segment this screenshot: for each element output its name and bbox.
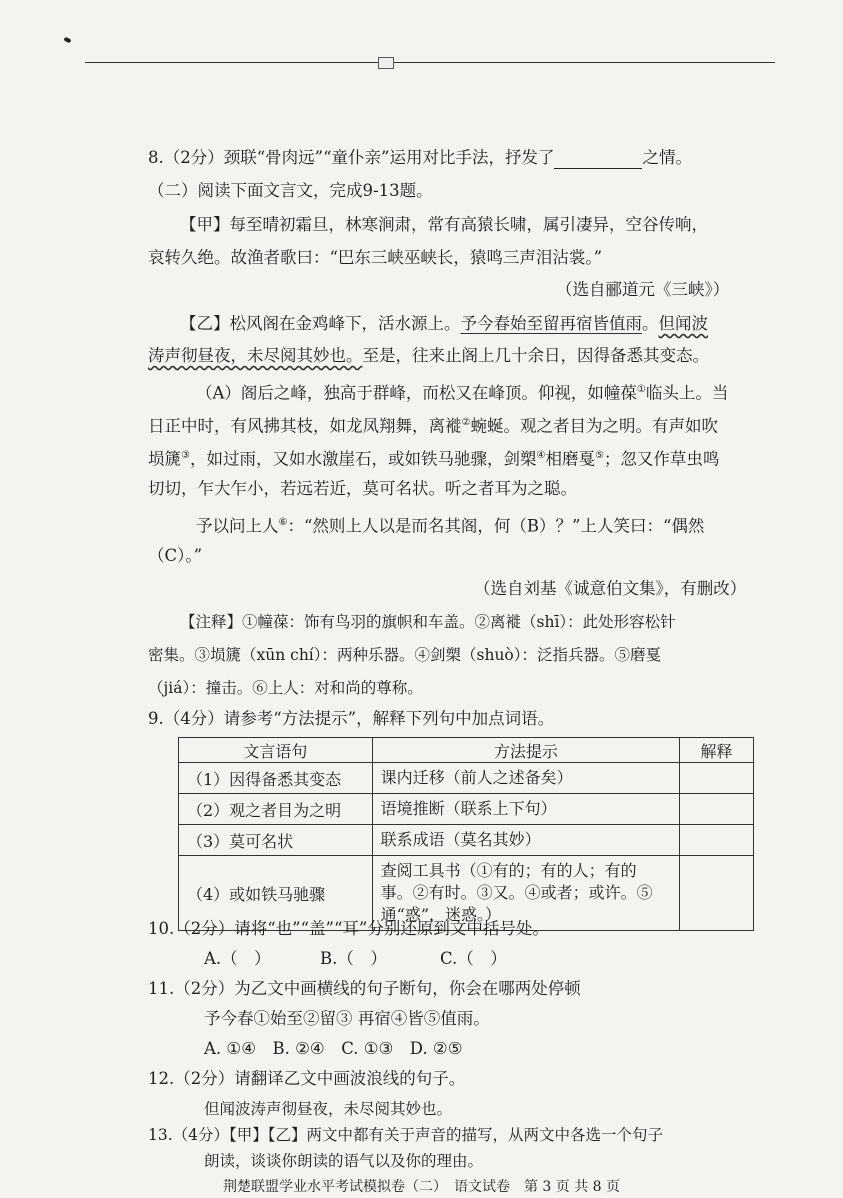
answer-blank[interactable] xyxy=(554,150,642,169)
question-10: 10.（2分）请将“也”“盖”“耳”分别还原到文中括号处。 xyxy=(148,919,549,938)
q10-option-b: B.（ ） xyxy=(320,949,387,968)
hint-line: 查阅工具书（①有的；有的人；有的 xyxy=(380,861,637,880)
yi-text: ；忽又作草虫鸣 xyxy=(603,449,720,469)
question-8 xyxy=(148,147,692,169)
answer-cell[interactable] xyxy=(680,763,754,794)
footnote-marker: ④ xyxy=(536,450,546,461)
question-8-suffix: 之情。 xyxy=(642,148,692,167)
notes-line-1: 【注释】①幢葆：饰有鸟羽的旗帜和车盖。②离褷（shī）：此处形容松针 xyxy=(180,613,676,631)
passage-jia-source: （选自郦道元《三峡》） xyxy=(556,280,730,299)
passage-yi-line-3 xyxy=(196,379,728,405)
q11-sentence: 予今春①始至②留③ 再宿④皆⑤值雨。 xyxy=(204,1009,490,1028)
table-row xyxy=(179,794,754,825)
notes-line-2: 密集。③埙篪（xūn chí）：两种乐器。④剑槊（shuò）：泛指兵器。⑤磨戛 xyxy=(148,646,662,664)
table-row xyxy=(179,763,754,794)
question-8-text: 8.（2分）颈联“骨肉远”“童仆亲”运用对比手法，抒发了 xyxy=(148,148,555,167)
column-header: 解释 xyxy=(680,738,754,763)
sentence-cell: （4）或如铁马驰骤 xyxy=(179,856,373,931)
answer-cell[interactable] xyxy=(680,856,754,931)
question-13-line-1: 13.（4分）【甲】【乙】两文中都有关于声音的描写，从两文中各选一个句子 xyxy=(148,1126,664,1144)
passage-jia-line-2: 哀转久绝。故渔者歌曰：“巴东三峡巫峡长，猿鸣三声泪沾裳。” xyxy=(148,248,603,267)
q11-options: A. ①④ B. ②④ C. ①③ D. ②⑤ xyxy=(204,1039,463,1058)
yi-text: 临头上。当 xyxy=(645,383,729,403)
notes-line-3: （jiá）：撞击。⑥上人：对和尚的尊称。 xyxy=(148,679,423,697)
yi-text: ，如过雨，又如水激崖石，或如铁马驰骤，剑槊 xyxy=(189,449,537,469)
footnote-marker: ① xyxy=(636,384,646,395)
table-header-row xyxy=(179,738,754,763)
binding-mark xyxy=(378,57,394,69)
hint-cell xyxy=(372,856,679,931)
passage-yi-source: （选自刘基《诚意伯文集》，有删改） xyxy=(474,579,747,598)
yi-text: 予以问上人 xyxy=(196,516,279,536)
footnote-marker: ⑥ xyxy=(278,517,288,528)
passage-yi-line-4 xyxy=(148,412,718,438)
q10-option-c: C.（ ） xyxy=(440,949,507,968)
yi-text: 蜿蜒。观之者目为之明。有声如吹 xyxy=(470,416,718,436)
passage-yi-line-7 xyxy=(196,512,704,538)
question-11: 11.（2分）为乙文中画横线的句子断句，你会在哪两处停顿 xyxy=(148,979,581,998)
footnote-marker: ③ xyxy=(181,450,190,461)
page-footer: 荆楚联盟学业水平考试模拟卷（二） 语文试卷 第 3 页 共 8 页 xyxy=(222,1179,621,1195)
q10-option-a: A.（ ） xyxy=(204,949,271,968)
vocab-table xyxy=(178,737,754,931)
question-13-line-2: 朗读，谈谈你朗读的语气以及你的理由。 xyxy=(204,1152,484,1170)
yi-text: 埙篪 xyxy=(148,449,181,469)
section-2-heading: （二）阅读下面文言文，完成9-13题。 xyxy=(148,181,433,200)
hint-line: 事。②有时。③又。④或者；或许。⑤ xyxy=(380,883,653,902)
question-9: 9.（4分）请参考“方法提示”，解释下列句中加点词语。 xyxy=(148,709,555,728)
yi-text: 日正中时，有风拂其枝，如龙凤翔舞，离褷 xyxy=(148,416,462,436)
header-rule xyxy=(85,62,775,63)
yi-text: 相磨戛 xyxy=(545,449,595,469)
yi-text: 至是，往来止阁上几十余日，因得备悉其变态。 xyxy=(362,346,709,365)
passage-yi-line-5 xyxy=(148,445,719,471)
yi-text: 【乙】松风阁在金鸡峰下，活水源上。 xyxy=(180,314,461,333)
hint-cell: 语境推断（联系上下句） xyxy=(372,794,679,825)
answer-cell[interactable] xyxy=(680,825,754,856)
sentence-cell: （2）观之者目为之明 xyxy=(179,794,373,825)
footnote-marker: ⑤ xyxy=(594,450,604,461)
yi-text: ：“然则上人以是而名其阁，何（B）？”上人笑曰：“偶然 xyxy=(287,516,705,536)
yi-text: 。 xyxy=(642,314,659,333)
column-header: 文言语句 xyxy=(179,738,373,763)
answer-cell[interactable] xyxy=(680,794,754,825)
passage-jia-line-1: 【甲】每至晴初霜旦，林寒涧肃，常有高猿长啸，属引凄异，空谷传响， xyxy=(180,215,708,234)
straight-underlined-sentence: 予今春始至留再宿皆值雨 xyxy=(460,314,642,333)
hint-cell: 联系成语（莫名其妙） xyxy=(372,825,679,856)
sentence-cell: （1）因得备悉其变态 xyxy=(179,763,373,794)
table-row xyxy=(179,825,754,856)
table-row xyxy=(179,856,754,931)
hint-line: 通“惑”，迷惑。） xyxy=(380,905,502,924)
sentence-cell: （3）莫可名状 xyxy=(179,825,373,856)
footnote-marker: ② xyxy=(461,417,471,428)
passage-yi-line-1 xyxy=(180,313,708,335)
hint-cell: 课内迁移（前人之述备矣） xyxy=(372,763,679,794)
wavy-underlined-sentence: 但闻波 xyxy=(658,314,708,333)
passage-yi-line-2 xyxy=(148,345,709,367)
wavy-underlined-sentence: 涛声彻昼夜，未尽阅其妙也。 xyxy=(148,346,363,365)
column-header: 方法提示 xyxy=(372,738,679,763)
question-12: 12.（2分）请翻译乙文中画波浪线的句子。 xyxy=(148,1069,466,1088)
yi-text: （A）阁后之峰，独高于群峰，而松又在峰顶。仰视，如幢葆 xyxy=(196,383,637,403)
scan-speck xyxy=(63,37,71,44)
q12-sentence: 但闻波涛声彻昼夜，未尽阅其妙也。 xyxy=(204,1100,453,1118)
passage-yi-line-6: 切切，乍大乍小，若远若近，莫可名状。听之者耳为之聪。 xyxy=(148,479,577,498)
passage-yi-line-8: （C）。” xyxy=(148,546,203,565)
